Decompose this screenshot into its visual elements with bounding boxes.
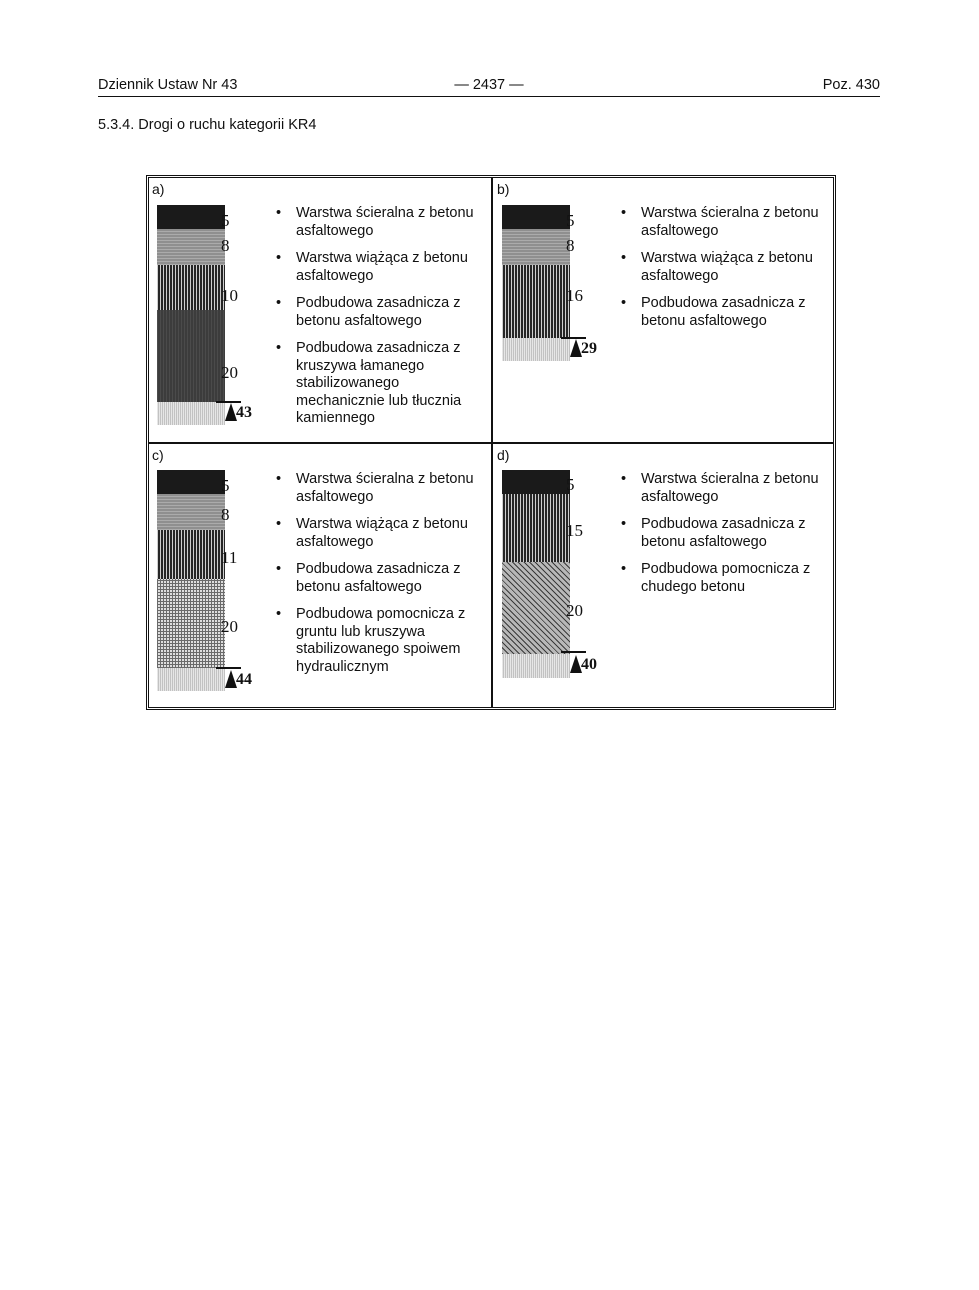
legend-item: • Warstwa ścieralna z betonu asfaltowego bbox=[272, 471, 486, 506]
layer-binder-course bbox=[502, 229, 570, 265]
journal-title: Dziennik Ustaw Nr 43 bbox=[98, 77, 238, 93]
layer-wearing-course bbox=[157, 470, 225, 494]
section-title: 5.3.4. Drogi o ruchu kategorii KR4 bbox=[98, 117, 317, 133]
page-number: — 2437 — bbox=[454, 77, 524, 93]
layer-thickness: 8 bbox=[221, 505, 230, 524]
layer-thickness: 15 bbox=[566, 521, 583, 540]
panel-label: c) bbox=[152, 447, 164, 463]
layer-column bbox=[157, 205, 225, 425]
layer-column bbox=[502, 470, 570, 678]
layer-subgrade bbox=[502, 338, 570, 361]
legend-item: • Warstwa ścieralna z betonu asfaltowego bbox=[617, 205, 831, 240]
layer-thickness: 8 bbox=[221, 236, 230, 255]
layer-stabilized-subbase bbox=[157, 579, 225, 668]
legend-item: • Warstwa wiążąca z betonu asfaltowego bbox=[272, 250, 486, 285]
legend-item: • Podbudowa pomocnicza z gruntu lub kruszywa stabilizowanego spoiwem hydraulicznym bbox=[272, 606, 486, 676]
header-rule bbox=[98, 96, 880, 97]
layer-thickness: 5 bbox=[221, 211, 230, 230]
layer-legend bbox=[617, 205, 831, 340]
layer-thickness: 10 bbox=[221, 286, 238, 305]
layer-lean-concrete-subbase bbox=[502, 562, 570, 654]
total-marker-line bbox=[216, 667, 241, 669]
position-number: Poz. 430 bbox=[822, 77, 880, 93]
layer-subgrade bbox=[157, 668, 225, 691]
layer-wearing-course bbox=[157, 205, 225, 229]
layer-thickness: 16 bbox=[566, 286, 583, 305]
legend-item: • Warstwa wiążąca z betonu asfaltowego bbox=[617, 250, 831, 285]
total-thickness: 44 bbox=[236, 671, 252, 688]
layer-thickness: 20 bbox=[566, 601, 583, 620]
layer-subgrade bbox=[157, 402, 225, 425]
panel-b bbox=[493, 177, 835, 441]
panel-a bbox=[148, 177, 490, 441]
legend-item: • Podbudowa pomocnicza z chudego betonu bbox=[617, 561, 831, 596]
layer-thickness: 11 bbox=[221, 548, 238, 567]
layer-wearing-course bbox=[502, 205, 570, 229]
layer-legend bbox=[272, 471, 486, 686]
legend-item: • Podbudowa zasadnicza z betonu asfaltowego bbox=[617, 516, 831, 551]
layer-legend bbox=[272, 205, 486, 438]
layer-binder-course bbox=[157, 229, 225, 265]
legend-item: • Podbudowa zasadnicza z betonu asfaltowego bbox=[272, 295, 486, 330]
legend-item: • Warstwa ścieralna z betonu asfaltowego bbox=[272, 205, 486, 240]
legend-item: • Warstwa wiążąca z betonu asfaltowego bbox=[272, 516, 486, 551]
layer-column bbox=[157, 470, 225, 691]
panel-label: a) bbox=[152, 181, 165, 197]
total-thickness: 40 bbox=[581, 656, 597, 673]
layer-thickness: 20 bbox=[221, 363, 238, 382]
legend-item: • Warstwa ścieralna z betonu asfaltowego bbox=[617, 471, 831, 506]
layer-thickness: 5 bbox=[566, 211, 575, 230]
layer-thickness: 8 bbox=[566, 236, 575, 255]
layer-legend bbox=[617, 471, 831, 606]
page-header bbox=[98, 75, 880, 95]
layer-wearing-course bbox=[502, 470, 570, 494]
layer-column bbox=[502, 205, 570, 361]
layer-thickness: 20 bbox=[221, 617, 238, 636]
layer-asphalt-base bbox=[502, 265, 570, 338]
layer-binder-course bbox=[157, 494, 225, 530]
total-marker-line bbox=[561, 651, 586, 653]
panel-label: b) bbox=[497, 181, 510, 197]
layer-thickness: 5 bbox=[221, 476, 230, 495]
panel-d bbox=[493, 443, 835, 707]
layer-thickness: 5 bbox=[566, 475, 575, 494]
panel-label: d) bbox=[497, 447, 510, 463]
layer-asphalt-base bbox=[157, 265, 225, 310]
layer-aggregate-base bbox=[157, 310, 225, 402]
layer-asphalt-base bbox=[502, 494, 570, 562]
legend-item: • Podbudowa zasadnicza z betonu asfaltowego bbox=[617, 295, 831, 330]
legend-item: • Podbudowa zasadnicza z kruszywa łamanego stabilizowanego mechanicznie lub tłucznia kamiennego bbox=[272, 340, 486, 428]
layer-asphalt-base bbox=[157, 530, 225, 579]
panel-c bbox=[148, 443, 490, 707]
total-thickness: 29 bbox=[581, 340, 597, 357]
layer-subgrade bbox=[502, 654, 570, 678]
legend-item: • Podbudowa zasadnicza z betonu asfaltowego bbox=[272, 561, 486, 596]
total-thickness: 43 bbox=[236, 404, 252, 421]
